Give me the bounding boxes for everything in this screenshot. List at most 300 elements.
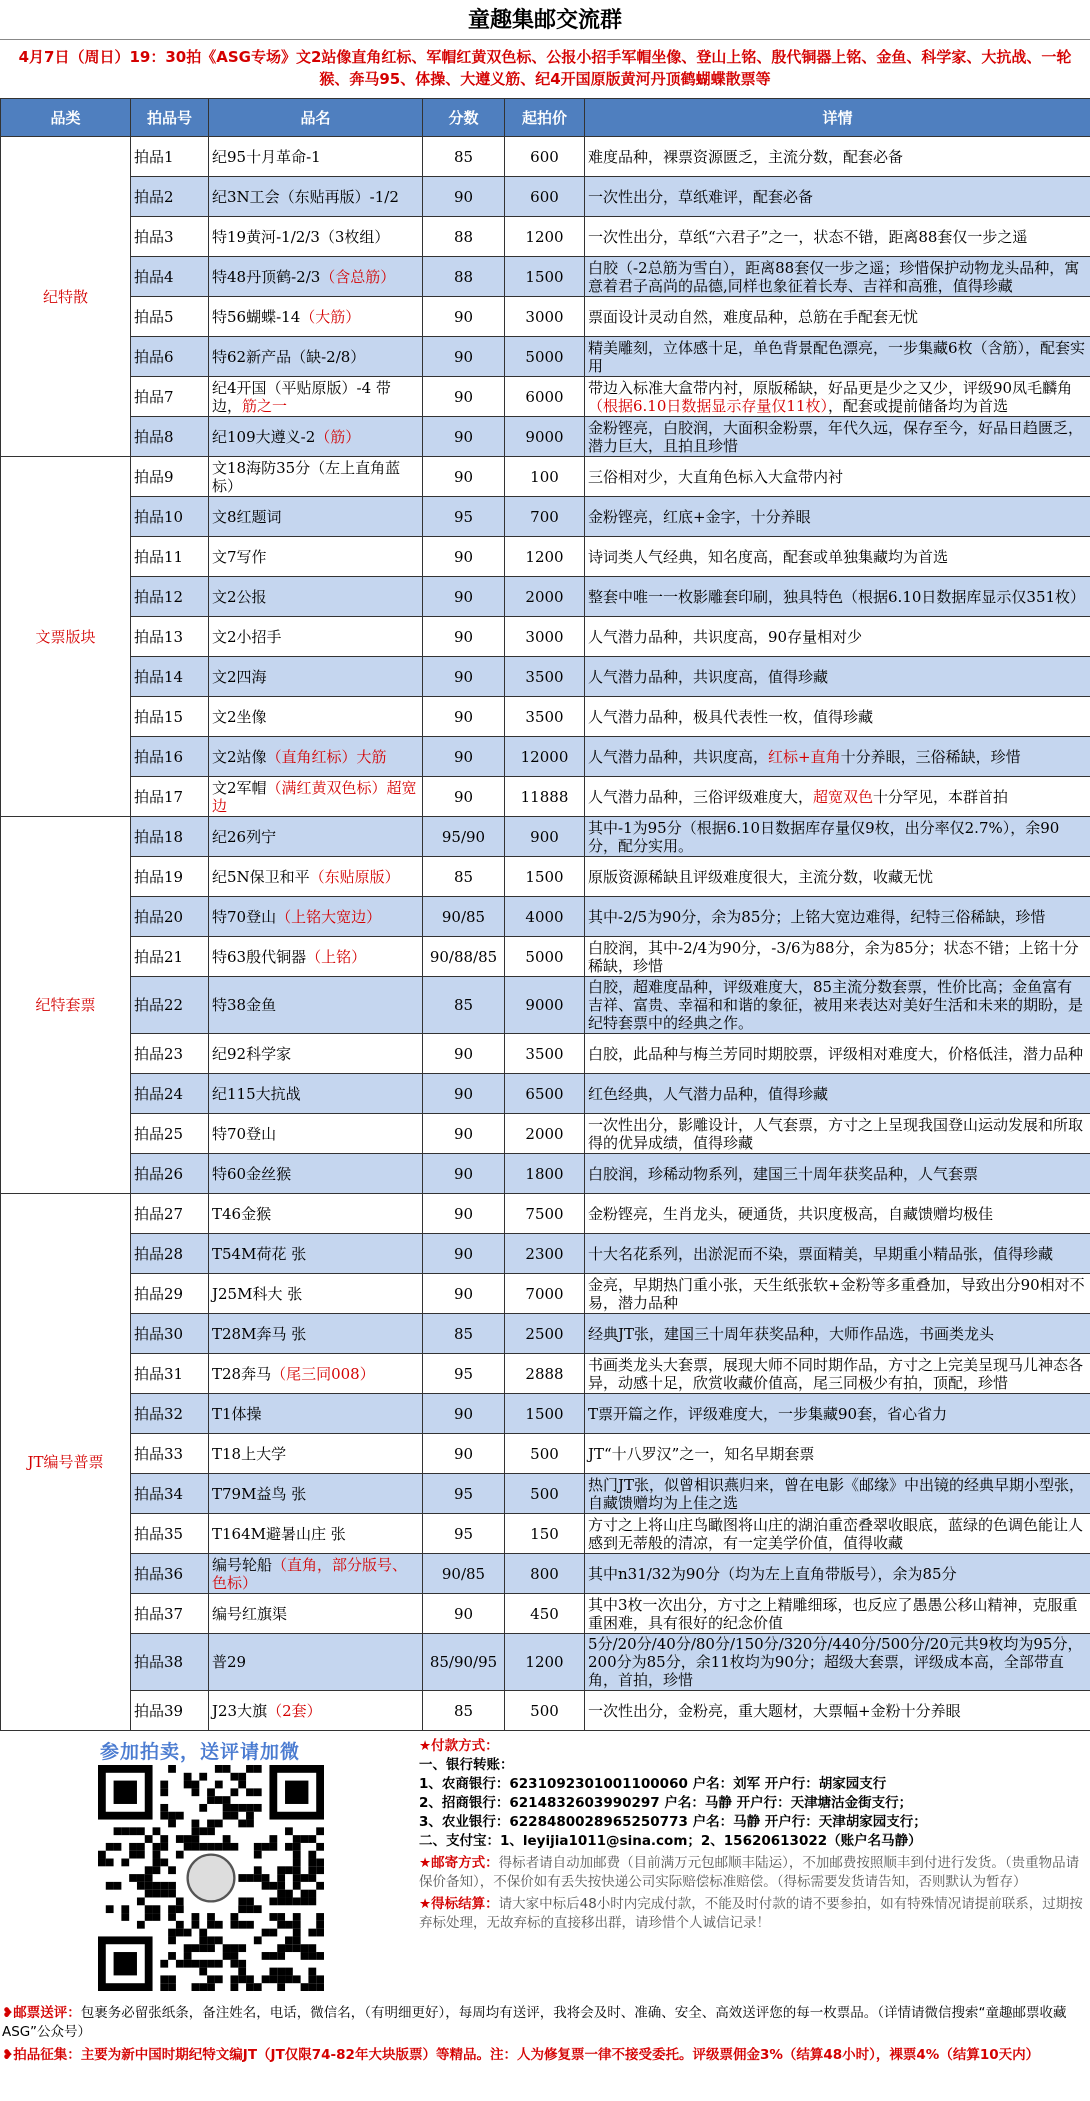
qr-module [176, 1851, 184, 1859]
qr-module [192, 1781, 200, 1789]
lot-name-highlight: （直角红标）大筋 [266, 747, 387, 766]
qr-module [246, 1788, 254, 1796]
qr-module [121, 1827, 129, 1835]
lot-name [209, 417, 423, 457]
lot-name [209, 657, 423, 697]
lot-name-highlight: 筋之一 [242, 396, 288, 415]
lot-name-text: 纪4开国（平贴原版）-4 带边， [212, 378, 391, 415]
qr-module [199, 1773, 207, 1781]
qr-module [246, 1921, 254, 1929]
lot-name [209, 1034, 423, 1074]
qr-module [230, 1773, 238, 1781]
lot-number: 拍品23 [131, 1034, 209, 1074]
lot-detail-text: 其中n31/32为90分（均为左上直角带版号），余为85分 [588, 1564, 957, 1583]
lot-start-price: 600 [505, 137, 585, 177]
lot-name [209, 1594, 423, 1634]
table-row [1, 657, 1090, 697]
bank-title: 一、银行转账： [419, 1757, 514, 1773]
table-row [1, 457, 1090, 497]
lot-detail-text: 书画类龙头大套票，展现大师不同时期作品，方寸之上完美呈现马儿神态各异，动感十足，欣赏收藏价值高，尾三同极少有拍，顶配，珍惜 [588, 1355, 1084, 1392]
qr-module [153, 1843, 161, 1851]
qr-module [153, 1859, 161, 1867]
qr-module [262, 1874, 270, 1882]
table-row [1, 977, 1090, 1034]
qr-module [207, 1921, 215, 1929]
lot-name-text: 编号轮船 [212, 1555, 273, 1574]
lot-start-price: 1500 [505, 1394, 585, 1434]
table-row [1, 1154, 1090, 1194]
lot-number: 拍品36 [131, 1554, 209, 1594]
table-row [1, 1314, 1090, 1354]
qr-module [230, 1975, 238, 1983]
table-row [1, 1691, 1090, 1731]
lot-score: 95 [423, 497, 505, 537]
lot-detail-text: 精美雕刻，立体感十足，单色背景配色漂亮，一步集藏6枚（含筋），配套实用 [588, 338, 1086, 375]
lot-score: 90 [423, 297, 505, 337]
qr-module [262, 1952, 270, 1960]
lot-detail-text: 三俗相对少，大直角色标入大盒带内衬 [588, 467, 844, 486]
qr-module [277, 1874, 285, 1882]
qr-module [238, 1905, 246, 1913]
qr-module [184, 1952, 192, 1960]
qr-module [308, 1897, 316, 1905]
lot-score: 95 [423, 1514, 505, 1554]
qr-module [285, 1936, 293, 1944]
qr-module [114, 1882, 122, 1890]
qr-module [153, 1827, 161, 1835]
lot-name-text: T28M奔马 张 [212, 1324, 307, 1343]
lot-detail [585, 257, 1090, 297]
lot-number: 拍品19 [131, 857, 209, 897]
lot-name [209, 337, 423, 377]
lot-score: 90 [423, 177, 505, 217]
qr-module [121, 1913, 129, 1921]
qr-module [301, 1874, 309, 1882]
qr-module [176, 1960, 184, 1968]
lot-detail [585, 737, 1090, 777]
lot-score: 85 [423, 857, 505, 897]
lot-number: 拍品33 [131, 1434, 209, 1474]
appraise-note [2, 2004, 1088, 2042]
lot-name-text: 特70登山 [212, 907, 277, 926]
lot-score: 90 [423, 777, 505, 817]
wechat-qr-code[interactable] [98, 1765, 324, 1991]
lot-name-text: 文8红题词 [212, 507, 282, 526]
qr-module [238, 1975, 246, 1983]
qr-module [277, 1890, 285, 1898]
auction-subtitle: 4月7日（周日）19：30拍《ASG专场》文2站像直角红标、军帽红黄双色标、公报小招手军帽坐像、登山上铭、殷代铜器上铭、金鱼、科学家、大抗战、一轮猴、奔马95、体操、大遵义筋、纪4开国原版黄河丹顶鹤蝴蝶散票等 [18, 48, 1072, 88]
lot-number: 拍品38 [131, 1634, 209, 1691]
lot-name-text: 纪26列宁 [212, 827, 277, 846]
lot-score: 90/85 [423, 1554, 505, 1594]
lot-start-price: 2000 [505, 577, 585, 617]
lot-name [209, 537, 423, 577]
qr-module [254, 1905, 262, 1913]
qr-module [316, 1882, 324, 1890]
qr-module [285, 1827, 293, 1835]
table-row [1, 417, 1090, 457]
lot-start-price: 9000 [505, 417, 585, 457]
lot-start-price: 12000 [505, 737, 585, 777]
lot-detail-text: 金粉铿亮，生肖龙头，硬通货，共识度极高，自藏馈赠均极佳 [588, 1204, 994, 1223]
lot-start-price: 500 [505, 1474, 585, 1514]
qr-module [238, 1944, 246, 1952]
qr-module [316, 1983, 324, 1991]
table-row [1, 137, 1090, 177]
lot-detail-text: 其中3枚一次出分，方寸之上精雕细琢，也反应了愚愚公移山精神，克服重重困难，具有很好的纪念价值 [588, 1595, 1078, 1632]
qr-module [254, 1936, 262, 1944]
qr-module [199, 1960, 207, 1968]
settle-text: 请大家中标后48小时内完成付款，不能及时付款的请不要参拍，如有特殊情况请提前联系，过期按弃标处理，无故弃标的直接移出群，请珍惜个人诚信记录！ [419, 1896, 1083, 1931]
lot-detail-text: 整套中唯一一枚影雕套印刷，独具特色（根据6.10日数据库显示仅351枚） [588, 587, 1086, 606]
lot-name-text: T164M避暑山庄 张 [212, 1524, 346, 1543]
lot-score: 90 [423, 337, 505, 377]
lot-score: 90 [423, 377, 505, 417]
qr-module [308, 1944, 316, 1952]
lot-detail-text: 白胶润，珍稀动物系列，建国三十周年获奖品种，人气套票 [588, 1164, 979, 1183]
lot-number: 拍品12 [131, 577, 209, 617]
qr-module [262, 1882, 270, 1890]
lot-score: 88 [423, 257, 505, 297]
qr-module [184, 1843, 192, 1851]
qr-module [184, 1773, 192, 1781]
qr-module [192, 1788, 200, 1796]
lot-detail-text: 带边入标准大盒带内衬，原版稀缺，好品更是少之又少，评级90凤毛麟角 [588, 378, 1073, 397]
qr-module [106, 1859, 114, 1867]
qr-module [277, 1921, 285, 1929]
table-row [1, 1554, 1090, 1594]
lot-detail-text: 人气潜力品种，共识度高，90存量相对少 [588, 627, 863, 646]
lot-detail-text: 方寸之上将山庄鸟瞰图将山庄的湖泊重峦叠翠收眼底，蓝绿的色调色能让人感到无蒂般的清凉，有一定美学价值，值得收藏 [588, 1515, 1084, 1552]
qr-module [207, 1788, 215, 1796]
lot-detail [585, 1634, 1090, 1691]
lot-name-text: 文2站像 [212, 747, 267, 766]
lot-number: 拍品9 [131, 457, 209, 497]
qr-module [316, 1952, 324, 1960]
qr-module [262, 1843, 270, 1851]
lot-detail-text: 票面设计灵动自然，难度品种，总筋在手配套无忧 [588, 307, 919, 326]
qr-module [254, 1843, 262, 1851]
lot-start-price: 9000 [505, 977, 585, 1034]
qr-module [137, 1843, 145, 1851]
qr-module [238, 1820, 246, 1828]
qr-module [316, 1921, 324, 1929]
qr-module [145, 1905, 153, 1913]
lot-name-text: 特19黄河-1/2/3（3枚组） [212, 227, 390, 246]
lot-name-highlight: （筋） [315, 427, 361, 446]
qr-module [277, 1866, 285, 1874]
qr-module [277, 1952, 285, 1960]
category-cell: 文票版块 [1, 457, 131, 817]
lot-detail-text: 人气潜力品种，极具代表性一枚，值得珍藏 [588, 707, 874, 726]
lot-detail [585, 337, 1090, 377]
qr-module [238, 1968, 246, 1976]
lot-score: 95 [423, 1354, 505, 1394]
lot-detail [585, 1514, 1090, 1554]
lot-start-price: 3500 [505, 697, 585, 737]
qr-module [246, 1804, 254, 1812]
qr-module [153, 1913, 161, 1921]
lot-number: 拍品39 [131, 1691, 209, 1731]
lot-detail [585, 1154, 1090, 1194]
qr-module [238, 1804, 246, 1812]
lot-number: 拍品22 [131, 977, 209, 1034]
lot-detail [585, 1434, 1090, 1474]
lot-score: 95/90 [423, 817, 505, 857]
qr-module [184, 1781, 192, 1789]
qr-module [184, 1929, 192, 1937]
lot-name [209, 177, 423, 217]
lot-number: 拍品10 [131, 497, 209, 537]
lot-detail [585, 1314, 1090, 1354]
lot-score: 85 [423, 137, 505, 177]
qr-module [199, 1936, 207, 1944]
qr-module [223, 1812, 231, 1820]
lot-score: 90 [423, 1394, 505, 1434]
lot-number: 拍品15 [131, 697, 209, 737]
lot-number: 拍品8 [131, 417, 209, 457]
lot-name [209, 1634, 423, 1691]
qr-module [160, 1812, 168, 1820]
table-row [1, 937, 1090, 977]
qr-module [192, 1835, 200, 1843]
lot-detail [585, 897, 1090, 937]
lot-name-highlight: （尾三同008） [271, 1364, 375, 1383]
alipay-line: 二、支付宝：1、leyijia1011@sina.com；2、15620613022（账户名马静） [419, 1833, 922, 1849]
qr-module [168, 1983, 176, 1991]
qr-module [207, 1983, 215, 1991]
header-lot-no: 拍品号 [131, 99, 209, 137]
table-row [1, 1034, 1090, 1074]
lot-number: 拍品37 [131, 1594, 209, 1634]
qr-module [199, 1968, 207, 1976]
lot-name-highlight: （满红黄双色标）超宽边 [212, 778, 417, 815]
qr-module [114, 1952, 137, 1975]
category-cell: JT编号普票 [1, 1194, 131, 1731]
lot-detail-text: 人气潜力品种，共识度高，值得珍藏 [588, 667, 829, 686]
lot-detail-text: 白胶，此品种与梅兰芳同时期胶票，评级相对难度大，价格低洼，潜力品种 [588, 1044, 1084, 1063]
qr-module [176, 1905, 184, 1913]
lot-start-price: 7500 [505, 1194, 585, 1234]
lot-detail [585, 1234, 1090, 1274]
lot-start-price: 2888 [505, 1354, 585, 1394]
table-row [1, 897, 1090, 937]
qr-module [254, 1804, 262, 1812]
qr-module [277, 1913, 285, 1921]
qr-module [262, 1975, 270, 1983]
qr-module [192, 1960, 200, 1968]
lot-start-price: 1200 [505, 1634, 585, 1691]
qr-module [293, 1913, 301, 1921]
qr-module [293, 1929, 301, 1937]
mail-text: 得标者请自动加邮费（目前满万元包邮顺丰陆运），不加邮费按照顺丰到付进行发货。（贵重物品请保价备知），不保价如有丢失按快递公司实际赔偿标准赔偿。（得标需要发货请告知，否则默认为暂存） [419, 1855, 1080, 1890]
lot-score: 85/90/95 [423, 1634, 505, 1691]
qr-module [192, 1913, 200, 1921]
qr-module [277, 1968, 285, 1976]
qr-module [207, 1960, 215, 1968]
qr-module [269, 1843, 277, 1851]
qr-module [254, 1983, 262, 1991]
lot-start-price: 5000 [505, 337, 585, 377]
qr-module [269, 1913, 277, 1921]
qr-module [199, 1827, 207, 1835]
lot-detail-text: 金亮，早期热门重小张，天生纸张软+金粉等多重叠加，导致出分90相对不易，潜力品种 [588, 1275, 1085, 1312]
qr-module [207, 1944, 215, 1952]
qr-module [293, 1859, 301, 1867]
qr-module [192, 1983, 200, 1991]
lot-number: 拍品13 [131, 617, 209, 657]
lot-name-text: 特48丹顶鹤-2/3 [212, 267, 321, 286]
qr-module [207, 1913, 215, 1921]
qr-module [230, 1804, 238, 1812]
lot-name-text: 特60金丝猴 [212, 1164, 292, 1183]
lot-detail [585, 497, 1090, 537]
lot-detail [585, 1394, 1090, 1434]
lot-number: 拍品35 [131, 1514, 209, 1554]
lot-name [209, 137, 423, 177]
qr-module [277, 1897, 285, 1905]
lot-start-price: 900 [505, 817, 585, 857]
lot-detail-text: 白胶（-2总筋为雪白），距离88套仅一步之遥；珍惜保护动物龙头品种，寓意着君子高尚的品德,同样也象征着长寿、吉祥和高雅，值得珍藏 [588, 258, 1080, 295]
lot-name-text: 文2坐像 [212, 707, 267, 726]
lot-number: 拍品27 [131, 1194, 209, 1234]
lot-name-text: T28奔马 [212, 1364, 272, 1383]
lot-number: 拍品28 [131, 1234, 209, 1274]
lot-start-price: 450 [505, 1594, 585, 1634]
lot-number: 拍品5 [131, 297, 209, 337]
lot-detail-text: 经典JT张，建国三十周年获奖品种，大师作品选，书画类龙头 [588, 1324, 995, 1343]
qr-module [137, 1851, 145, 1859]
lot-detail-text: 人气潜力品种，三俗评级难度大， [588, 787, 814, 806]
mail-block [419, 1854, 1086, 1892]
lot-start-price: 1200 [505, 537, 585, 577]
qr-module [168, 1812, 176, 1820]
qr-module [160, 1859, 168, 1867]
lot-name [209, 1074, 423, 1114]
lot-detail-text: 热门JT张，似曾相识燕归来，曾在电影《邮缘》中出镜的经典早期小型张，自藏馈赠均为上佳之选 [588, 1475, 1085, 1512]
lot-name [209, 937, 423, 977]
qr-module [230, 1944, 238, 1952]
lot-name-text: 纪109大遵义-2 [212, 427, 316, 446]
lot-name-text: T46金猴 [212, 1204, 272, 1223]
qr-area [0, 1731, 415, 2001]
qr-module [316, 1843, 324, 1851]
qr-module [293, 1851, 301, 1859]
bank-line: 3、农业银行：6228480028965250773 户名：马静 开户行：天津胡家园支行； [419, 1814, 927, 1830]
lot-start-price: 11888 [505, 777, 585, 817]
lot-name-highlight: （直角，部分版号、色标） [212, 1555, 408, 1592]
qr-module [121, 1859, 129, 1867]
qr-module [293, 1843, 301, 1851]
bank-line: 2、招商银行：6214832603990297 户名：马静 开户行：天津塘沽金街支行； [419, 1795, 913, 1811]
lot-score: 90 [423, 697, 505, 737]
qr-module [230, 1843, 238, 1851]
header-category: 品类 [1, 99, 131, 137]
qr-module [230, 1983, 238, 1991]
table-row [1, 817, 1090, 857]
qr-module [269, 1835, 277, 1843]
qr-module [215, 1796, 223, 1804]
qr-module [215, 1781, 223, 1789]
lot-detail [585, 417, 1090, 457]
table-row [1, 777, 1090, 817]
lot-name-text: 文7写作 [212, 547, 267, 566]
table-row [1, 1434, 1090, 1474]
qr-module [137, 1827, 145, 1835]
qr-module [293, 1975, 301, 1983]
qr-module [176, 1929, 184, 1937]
qr-module [308, 1890, 316, 1898]
payment-info [415, 1731, 1090, 2000]
lot-number: 拍品14 [131, 657, 209, 697]
lot-name-text: T1体操 [212, 1404, 262, 1423]
lot-name-text: 编号红旗渠 [212, 1604, 288, 1623]
table-row [1, 577, 1090, 617]
qr-module [199, 1804, 207, 1812]
qr-module [106, 1882, 114, 1890]
qr-module [293, 1921, 301, 1929]
lot-start-price: 5000 [505, 937, 585, 977]
lot-detail [585, 377, 1090, 417]
lot-name [209, 1154, 423, 1194]
lot-start-price: 3500 [505, 1034, 585, 1074]
lot-name-text: 纪95十月革命-1 [212, 147, 321, 166]
lot-name-text: 文2小招手 [212, 627, 282, 646]
qr-module [129, 1874, 137, 1882]
lot-name-highlight: （含总筋） [320, 267, 396, 286]
lot-detail-highlight: 超宽双色 [813, 787, 874, 806]
lot-detail [585, 1554, 1090, 1594]
qr-module [301, 1983, 309, 1991]
qr-module [230, 1913, 238, 1921]
lot-name [209, 1274, 423, 1314]
qr-module [215, 1820, 223, 1828]
qr-module [230, 1921, 238, 1929]
qr-module [230, 1960, 238, 1968]
lot-score: 90 [423, 417, 505, 457]
qr-module [176, 1835, 184, 1843]
lot-name-text: J25M科大 张 [212, 1284, 303, 1303]
qr-module [199, 1944, 207, 1952]
qr-module [160, 1843, 168, 1851]
qr-module [114, 1827, 122, 1835]
qr-module [215, 1765, 223, 1773]
qr-module [153, 1882, 161, 1890]
table-row [1, 1394, 1090, 1434]
lot-detail [585, 697, 1090, 737]
lot-detail [585, 977, 1090, 1034]
settle-head: ★得标结算： [419, 1896, 499, 1912]
lot-score: 90 [423, 657, 505, 697]
lot-name-text: 文18海防35分（左上直角蓝标） [212, 458, 401, 495]
qr-module [145, 1835, 153, 1843]
qr-module [168, 1890, 176, 1898]
qr-module [168, 1765, 176, 1773]
table-row [1, 697, 1090, 737]
lot-start-price: 150 [505, 1514, 585, 1554]
lot-score: 85 [423, 1691, 505, 1731]
qr-module [98, 1859, 106, 1867]
qr-module [215, 1936, 223, 1944]
qr-module [285, 1890, 293, 1898]
table-row [1, 1114, 1090, 1154]
qr-module [121, 1905, 129, 1913]
qr-module [207, 1796, 215, 1804]
collect-lead: ❥拍品征集： [2, 2047, 81, 2063]
qr-module [269, 1882, 277, 1890]
lot-detail-text: 白胶润，其中-2/4为90分，-3/6为88分，余为85分；状态不错；上铭十分稀缺，珍惜 [588, 938, 1079, 975]
qr-module [246, 1812, 254, 1820]
